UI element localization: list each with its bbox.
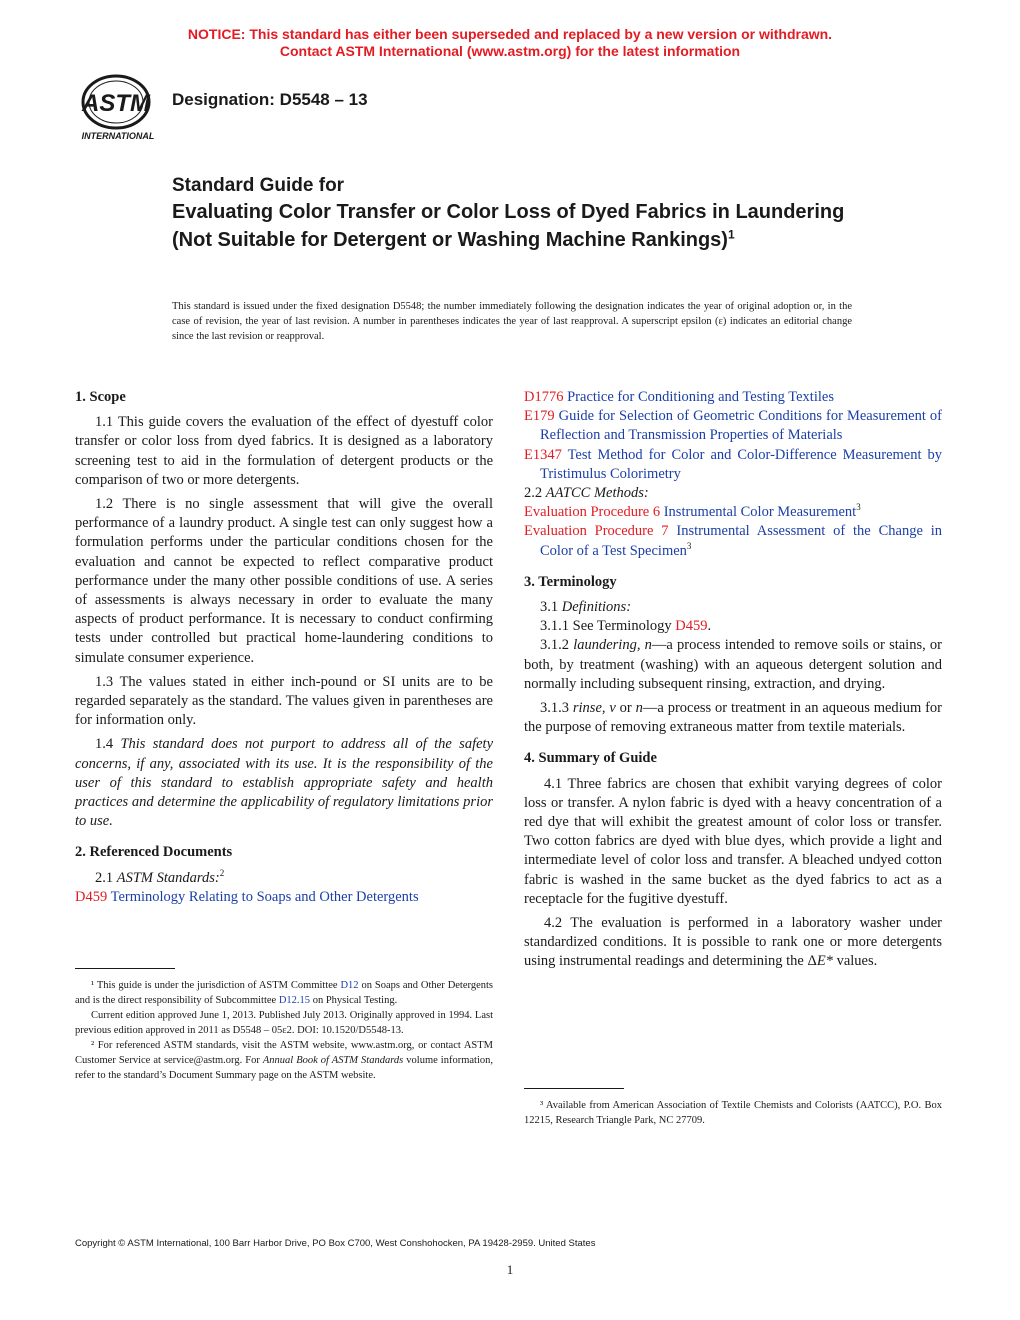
term-3-1-3-text: —a process or treatment in an aqueous medium for the purpose of removing extraneous matter from textile materials. <box>524 700 942 736</box>
ref-code[interactable]: Evaluation Procedure 7 <box>524 523 669 540</box>
designation: Designation: D5548 – 13 <box>172 90 368 109</box>
ref-e179[interactable] <box>524 407 942 445</box>
footnote-1 <box>75 978 493 1008</box>
terminology-heading: 3. Terminology <box>524 573 617 590</box>
copyright: Copyright © ASTM International, 100 Barr Harbor Drive, PO Box C700, West Conshohocken, PA 19428-2959. United States <box>75 1238 596 1249</box>
refdocs-2-1-sup: 2 <box>219 867 225 878</box>
term-3-1-3-num: 3.1.3 <box>540 700 573 717</box>
footnote-2 <box>75 1038 493 1083</box>
ref-d1776[interactable] <box>524 388 942 407</box>
footnote-rule-right <box>524 1088 624 1089</box>
notice-line-1: NOTICE: This standard has either been superseded and replaced by a new version or withdrawn. <box>187 26 833 42</box>
ref-sup: 3 <box>686 540 692 551</box>
term-3-1 <box>524 598 942 617</box>
term-3-1-2-text: —a process intended to remove soils or stains, or both, by treatment (washing) with an aqueous detergent solution and normally including subsequent rinsing, extraction, and drying. <box>524 637 943 692</box>
term-3-1-1 <box>524 617 942 636</box>
scope-1-3: 1.3 The values stated in either inch-pound or SI units are to be regarded separately as the standard. The values given in parentheses are for information only. <box>75 673 493 729</box>
ref-code[interactable]: D1776 <box>524 389 564 405</box>
ref-code[interactable]: E1347 <box>524 446 562 463</box>
scope-heading: 1. Scope <box>75 389 126 405</box>
refdocs-heading: 2. Referenced Documents <box>75 844 233 861</box>
summary-4-1: 4.1 Three fabrics are chosen that exhibit varying degrees of color loss or transfer. A nylon fabric is dyed with a heavy concentration of a red dye that will exhibit the greatest amount of color loss or transfer. Two cotton fabrics are dyed with blue dyes, which provide a light and intermediate level of color loss and transfer. A bleached undyed cotton fabric is washed in the same bucket as the dyed fabrics to act as a receptacle for the fugitive dyestuff. <box>524 775 942 907</box>
refdocs-2-2-num: 2.2 <box>524 485 546 502</box>
refdocs-2-1 <box>75 869 493 888</box>
summary-4-2 <box>524 914 942 972</box>
term-3-1-1-link[interactable]: D459 <box>675 618 708 635</box>
document-title <box>172 174 872 254</box>
ref-title[interactable]: Instrumental Assessment of the Change in Color of a Test Specimen <box>540 523 943 559</box>
fn1-link-d12[interactable]: D12 <box>340 980 359 991</box>
ref-sup: 3 <box>856 502 861 513</box>
fn2-a: ² For referenced ASTM standards, visit the ASTM website, www.astm.org, or contact ASTM Customer Service at service@astm.org. For <box>75 1040 493 1066</box>
ref-title[interactable]: Guide for Selection of Geometric Conditions for Measurement of Reflection and Transmission Properties of Materials <box>540 408 942 444</box>
term-3-1-text: Definitions: <box>561 599 632 616</box>
ref-d459[interactable] <box>75 888 493 907</box>
ref-code[interactable]: D459 <box>75 888 108 905</box>
ref-aatcc-ep7[interactable] <box>524 522 942 560</box>
summary-4-2-text: 4.2 The evaluation is performed in a laboratory washer under standardized conditions. It is possible to rank one or more detergents using instrumental readings and determining the Δ <box>524 915 942 970</box>
title-pre: Standard Guide for <box>172 175 345 196</box>
term-3-1-1-end: . <box>707 618 712 635</box>
footnote-rule-left <box>75 968 175 969</box>
footnotes-left <box>75 978 493 1083</box>
term-3-1-3-n: n <box>635 700 643 717</box>
astm-logo <box>74 72 162 146</box>
scope-1-4-text: This standard does not purport to address all of the safety concerns, if any, associated with its use. It is the responsibility of the user of this standard to establish appropriate safety and health practices and determine the applicability of regulatory limitations prior to use. <box>75 736 494 830</box>
fn2-b: volume information, refer to the standard’s Document Summary page on the ASTM website. <box>75 1055 493 1081</box>
logo-sub: INTERNATIONAL <box>81 131 155 141</box>
scope-1-4-num: 1.4 <box>95 736 121 753</box>
term-3-1-num: 3.1 <box>540 599 562 616</box>
term-3-1-3-or: or <box>615 700 636 717</box>
term-3-1-2-term: laundering, n <box>573 637 652 654</box>
summary-heading: 4. Summary of Guide <box>524 750 657 767</box>
summary-4-2-end: values. <box>832 953 878 970</box>
title-sup: 1 <box>727 227 735 242</box>
fn1-b: on Soaps and Other Detergents and is the direct responsibility of Subcommittee <box>75 980 493 1006</box>
refdocs-2-1-num: 2.1 <box>95 869 117 886</box>
scope-1-4 <box>75 735 493 831</box>
footnote-1-edition: Current edition approved June 1, 2013. Published July 2013. Originally approved in 1994. Last previous edition approved in 2011 as D5548 – 05ε2. DOI: 10.1520/D5548-13. <box>75 1010 493 1036</box>
term-3-1-3-term: rinse, v <box>572 700 616 717</box>
scope-1-2: 1.2 There is no single assessment that will give the overall performance of a laundry product. A single test can only suggest how a formulation performs under the particular conditions chosen for the evaluation and cannot be expected to reflect comparative product performance under the many other possible conditions of use. A series of assessments is always necessary in order to evaluate the many aspects of product performance. It is necessary to conduct confirming tests under controlled but practical home-laundering conditions to simulate consumer experience. <box>75 496 493 666</box>
ref-code[interactable]: E179 <box>524 408 555 425</box>
ref-code[interactable]: Evaluation Procedure 6 <box>524 504 661 521</box>
issued-statement: This standard is issued under the fixed designation D5548; the number immediately following the designation indicates the year of original adoption or, in the case of revision, the year of last revision. A number in parentheses indicates the year of last reapproval. A superscript epsilon (ε) indicates an editorial change since the last revision or reapproval. <box>172 301 852 342</box>
fn1-c: on Physical Testing. <box>310 995 398 1006</box>
fn2-ital: Annual Book of ASTM Standards <box>262 1055 404 1066</box>
refdocs-2-2 <box>524 484 942 503</box>
ref-aatcc-ep6[interactable] <box>524 503 942 522</box>
ref-e1347[interactable] <box>524 446 942 484</box>
footnote-3: ³ Available from American Association of Textile Chemists and Colorists (AATCC), P.O. Box 12215, Research Triangle Park, NC 27709. <box>524 1100 942 1126</box>
ref-title[interactable]: Terminology Relating to Soaps and Other Detergents <box>110 888 419 905</box>
term-3-1-2 <box>524 636 942 694</box>
footnotes-right <box>524 1098 942 1128</box>
title-main-text: Evaluating Color Transfer or Color Loss of Dyed Fabrics in Laundering (Not Suitable for Detergent or Washing Machine Rankings) <box>172 201 845 251</box>
ref-title[interactable]: Test Method for Color and Color-Difference Measurement by Tristimulus Colorimetry <box>540 446 942 482</box>
fn1-link-d1215[interactable]: D12.15 <box>278 995 311 1006</box>
ref-title[interactable]: Practice for Conditioning and Testing Textiles <box>567 389 834 405</box>
term-3-1-1-text: 3.1.1 See Terminology <box>540 618 676 635</box>
notice-line-2: Contact ASTM International (www.astm.org) for the latest information <box>279 43 741 59</box>
term-3-1-2-num: 3.1.2 <box>540 637 574 654</box>
refdocs-2-2-text: AATCC Methods: <box>545 485 649 502</box>
title-main <box>172 198 872 254</box>
ref-title[interactable]: Instrumental Color Measurement <box>663 504 857 521</box>
fn1-a: ¹ This guide is under the jurisdiction of ASTM Committee <box>91 980 341 991</box>
logo-letters: ASTM <box>82 90 150 117</box>
term-3-1-3 <box>524 699 942 737</box>
refdocs-2-1-text: ASTM Standards: <box>116 869 220 886</box>
left-column <box>75 388 493 907</box>
page-number: 1 <box>506 1262 514 1277</box>
summary-4-2-e: E* <box>816 953 833 970</box>
scope-1-1: 1.1 This guide covers the evaluation of the effect of dyestuff color transfer or color loss from dyed fabrics. It is designed as a laboratory screening test to aid in the formulation of detergent products or the comparison of two or more detergents. <box>75 414 493 488</box>
right-column <box>524 388 942 977</box>
